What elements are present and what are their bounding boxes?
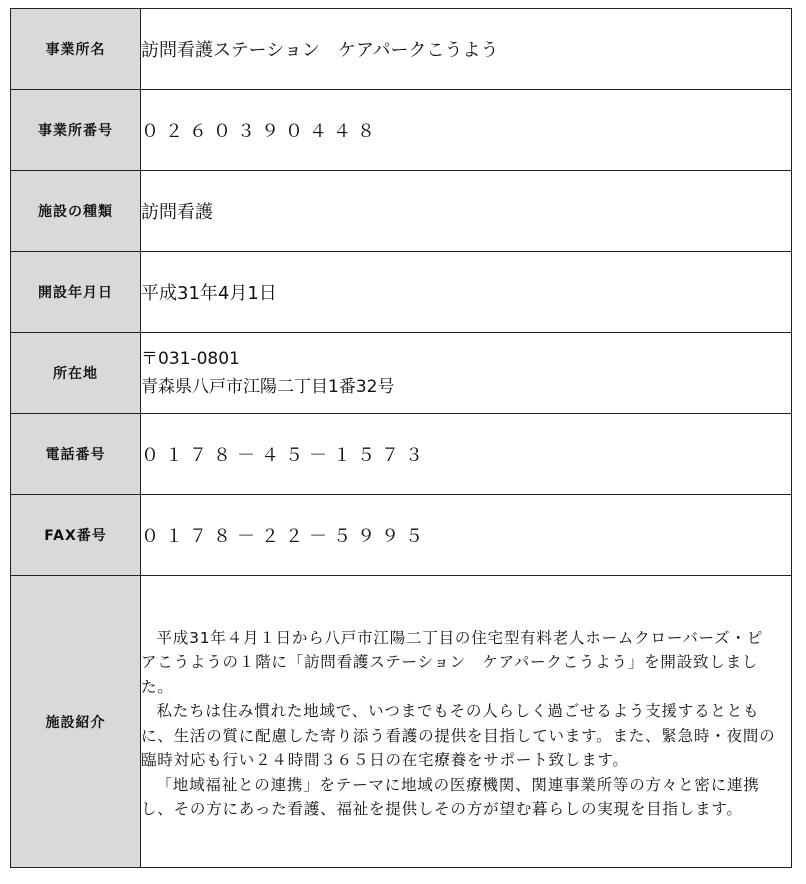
facility-type-label: 施設の種類 <box>11 171 141 252</box>
opening-date-value: 平成31年4月1日 <box>141 252 792 333</box>
row-facility-type <box>11 171 792 252</box>
postal-code: 〒031-0801 <box>141 349 240 369</box>
row-opening-date <box>11 252 792 333</box>
row-office-name <box>11 9 792 90</box>
street-address: 青森県八戸市江陽二丁目1番32号 <box>141 377 395 397</box>
intro-paragraph-1: 平成31年４月１日から八戸市江陽二丁目の住宅型有料老人ホームクローバーズ・ピアこうようの１階に「訪問看護ステーション ケアパークこうよう」を開設致しました。 <box>141 628 764 696</box>
fax-label: FAX番号 <box>11 495 141 576</box>
intro-paragraph-3: 「地域福祉との連携」をテーマに地域の医療機関、関連事業所等の方々と密に連携し、その方にあった看護、福祉を提供しその方が望む暮らしの実現を目指します。 <box>141 775 760 818</box>
address-value <box>141 333 792 414</box>
phone-value: ０１７８－４５－１５７３ <box>141 414 792 495</box>
row-fax <box>11 495 792 576</box>
row-facility-intro <box>11 576 792 868</box>
intro-paragraph-2: 私たちは住み慣れた地域で、いつまでもその人らしく過ごせるよう支援するとともに、生活の質に配慮した寄り添う看護の提供を目指しています。また、緊急時・夜間の臨時対応も行い２４時間３６５日の在宅療養をサポート致します。 <box>141 702 776 769</box>
office-number-label: 事業所番号 <box>11 90 141 171</box>
address-label: 所在地 <box>11 333 141 414</box>
office-name-value: 訪問看護ステーション ケアパークこうよう <box>141 9 792 90</box>
fax-value: ０１７８－２２－５９９５ <box>141 495 792 576</box>
facility-type-value: 訪問看護 <box>141 171 792 252</box>
row-address <box>11 333 792 414</box>
facility-info-table <box>10 8 792 868</box>
phone-label: 電話番号 <box>11 414 141 495</box>
facility-intro-value <box>141 576 792 868</box>
office-number-value: ０２６０３９０４４８ <box>141 90 792 171</box>
row-phone <box>11 414 792 495</box>
row-office-number <box>11 90 792 171</box>
office-name-label: 事業所名 <box>11 9 141 90</box>
facility-intro-label: 施設紹介 <box>11 576 141 868</box>
facility-intro-text <box>141 622 791 822</box>
opening-date-label: 開設年月日 <box>11 252 141 333</box>
